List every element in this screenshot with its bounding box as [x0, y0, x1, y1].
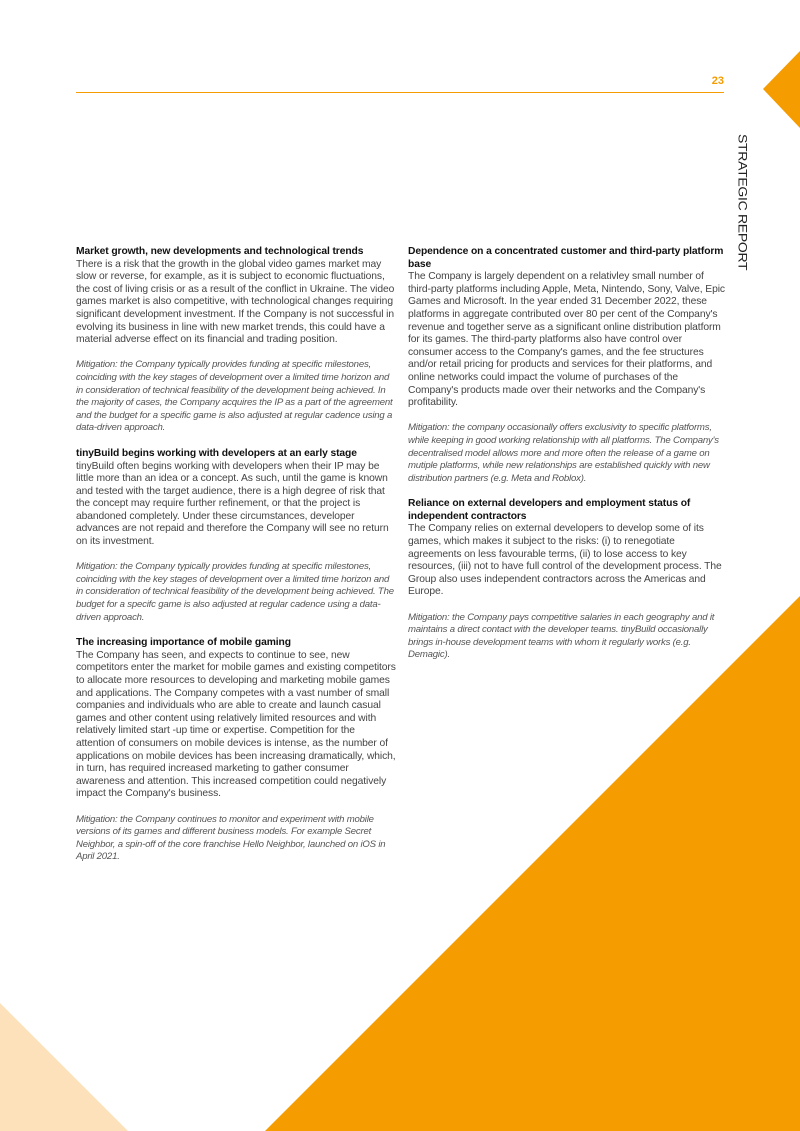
section-body: The Company has seen, and expects to continue to see, new competitors enter the market for mobile games and existing competitors to allocate more resources to developing and marketing mobile games and applications. The Company competes with a vast number of small companies and individuals who are able to create and launch casual games and other content using relatively limited resources and with relatively limited start -up time or expertise. Competition for the attention of consumers on mobile devices is intense, as the number of applications on mobile devices has been increasing dramatically, which, in turn, has required increased marketing to gather consumer awareness and attention. This increased competition could negatively impact the Company's business. [76, 649, 396, 800]
mitigation-text: Mitigation: the Company continues to monitor and experiment with mobile versions of its games and different business models. For example Secret Neighbor, a spin-off of the core franchise Hello Neighbor, launched on iOS in April 2021. [76, 813, 386, 863]
top-right-orange-triangle [763, 51, 800, 128]
mitigation-text: Mitigation: the company occasionally offers exclusivity to specific platforms, while keeping in good working relationship with all platforms. The Company's decentralised model allows more and more often the release of a game on mutiple platforms, while new relationships are established quickly with new distribution partners (e.g. Meta and Roblox). [408, 422, 719, 484]
mitigation-text: Mitigation: the Company typically provides funding at specific milestones, coinciding with the key stages of development over a limited time horizon and in consideration of technical feasibility of the development being achieved. In the majority of cases, the Company acquires the IP as a part of the agreement and the budget for a specific game is also adjusted at regular cadence using a data-driven approach. [76, 359, 393, 434]
risk-section [408, 498, 728, 662]
mitigation-text: Mitigation: the Company typically provides funding at specific milestones, coinciding with the key stages of development over a limited time horizon and in consideration of technical feasibility of the development being achieved. The budget for a specifc game is also adjusted at regular cadence using a data-driven approach. [76, 561, 394, 623]
section-body: The Company relies on external developers to develop some of its games, which makes it subject to the risks: (i) to renegotiate agreements on less favourable terms, (ii) to lose access to key resources, (iii) not to have full control of the development process. The Group also uses independent contractors across the Americas and Europe. [408, 523, 722, 598]
mitigation-text: Mitigation: the Company pays competitive salaries in each geography and it maintains a direct contact with the developer teams. tinyBuild occasionally brings in-house development teams with whom it regularly works (e.g. Demagic). [408, 611, 715, 661]
section-body: tinyBuild often begins working with developers when their IP may be little more than an idea or a concept. As such, until the game is known and tested with the target audience, there is a high degree of risk that the concept may require further refinement, or that the project is abandoned completely. Under these circumstances, developer advances are not repaid and therefore the Company will see no return on its investment. [76, 460, 389, 548]
section-body: The Company is largely dependent on a relativley small number of third-party platforms including Apple, Meta, Nintendo, Sony, Valve, Epic Games and Microsoft. In the year ended 31 December 2022, these platforms in aggregate contributed over 80 per cent of the Company's revenue and together serve as a significant online distribution platform for its games. The third-party platforms also have control over consumer access to the Company's games, and the fee structures and/or retail pricing for products and services for their platforms, and online networks could impact the volume of purchases of the Company's products made over their networks and the Company's profitability. [408, 271, 725, 409]
section-body: There is a risk that the growth in the global video games market may slow or reverse, for example, as it is subject to economic fluctuations, the cost of living crisis or as a result of the conflict in Ukraine. The video games market is also competitive, with technological changes requiring significant development investment. If the Company is not successful in evolving its business in line with new market trends, this could have a material adverse effect on its financial and trading position. [76, 258, 395, 346]
right-column [408, 246, 728, 675]
risk-section [408, 246, 728, 485]
header-rule [76, 92, 724, 93]
left-column [76, 246, 396, 877]
section-label: STRATEGIC REPORT [736, 134, 750, 271]
section-heading: Market growth, new developments and technological trends [76, 246, 364, 257]
risk-section [76, 246, 396, 435]
risk-section [76, 448, 396, 624]
section-heading: The increasing importance of mobile gaming [76, 637, 291, 649]
section-heading: tinyBuild begins working with developers at an early stage [76, 447, 357, 459]
page-number: 23 [711, 75, 724, 87]
section-heading: Reliance on external developers and employment status of independent contractors [408, 498, 691, 522]
bottom-left-peach-triangle [0, 1003, 128, 1131]
section-heading: Dependence on a concentrated customer and third-party platform base [408, 246, 724, 270]
risk-section [76, 637, 396, 864]
